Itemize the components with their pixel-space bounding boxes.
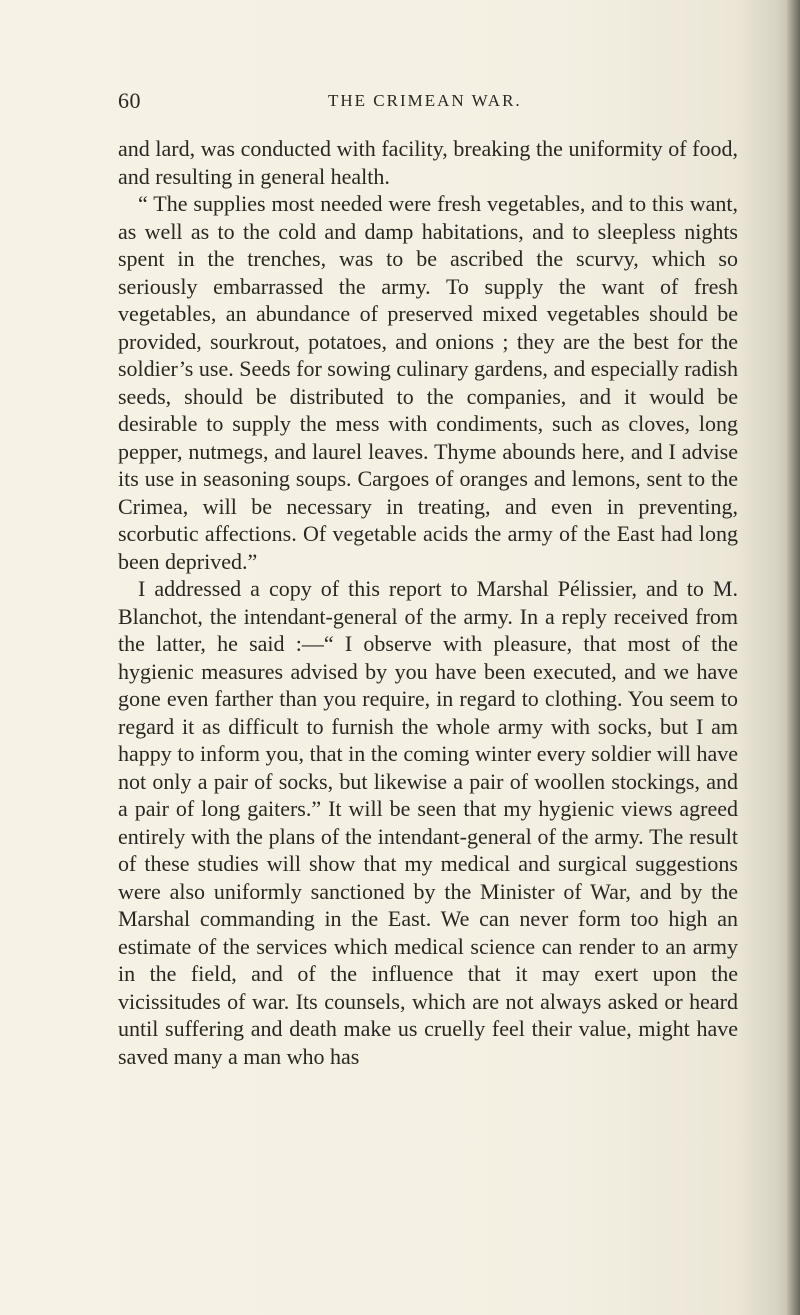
paragraph: I addressed a copy of this report to Marshal Pélissier, and to M. Blanchot, the intendant-general of the army. In a reply received from the latter, he said :—“ I observe with pleasure, that most of the hygienic measures advised by you have been executed, and we have gone even farther than you require, in regard to clothing. You seem to regard it as difficult to furnish the whole army with socks, but I am happy to inform you, that in the coming winter every soldier will have not only a pair of socks, but likewise a pair of woollen stockings, and a pair of long gaiters.” It will be seen that my hygienic views agreed entirely with the plans of the intendant-general of the army. The result of these studies will show that my medical and surgical suggestions were also uniformly sanctioned by the Minister of War, and by the Marshal commanding in the East. We can never form too high an estimate of the services which medical science can render to an army in the field, and of the influence that it may exert upon the vicissitudes of war. Its counsels, which are not always asked or heard until suffering and death make us cruelly feel their value, might have saved many a man who has xyxy=(118,576,738,1069)
page-number: 60 xyxy=(118,88,141,113)
paragraph: “ The supplies most needed were fresh vegetables, and to this want, as well as to the cold and damp habitations, and to sleepless nights spent in the trenches, was to be ascribed the scurvy, which so seriously embarrassed the army. To supply the want of fresh vegetables, an abundance of preserved mixed vegetables should be provided, sourkrout, potatoes, and onions ; they are the best for the soldier’s use. Seeds for sowing culinary gardens, and especially radish seeds, should be distributed to the companies, and it would be desirable to supply the mess with condiments, such as cloves, long pepper, nutmegs, and laurel leaves. Thyme abounds here, and I advise its use in seasoning soups. Cargoes of oranges and lemons, sent to the Crimea, will be necessary in treating, and even in preventing, scorbutic affections. Of vegetable acids the army of the East had long been deprived.” xyxy=(118,191,738,574)
paragraph: and lard, was conducted with facility, breaking the uniformity of food, and resulting in general health. xyxy=(118,136,738,189)
body-text xyxy=(118,135,738,1070)
running-head xyxy=(118,88,738,118)
running-title: THE CRIMEAN WAR. xyxy=(328,91,522,110)
page-edge-shadow xyxy=(786,0,800,1315)
